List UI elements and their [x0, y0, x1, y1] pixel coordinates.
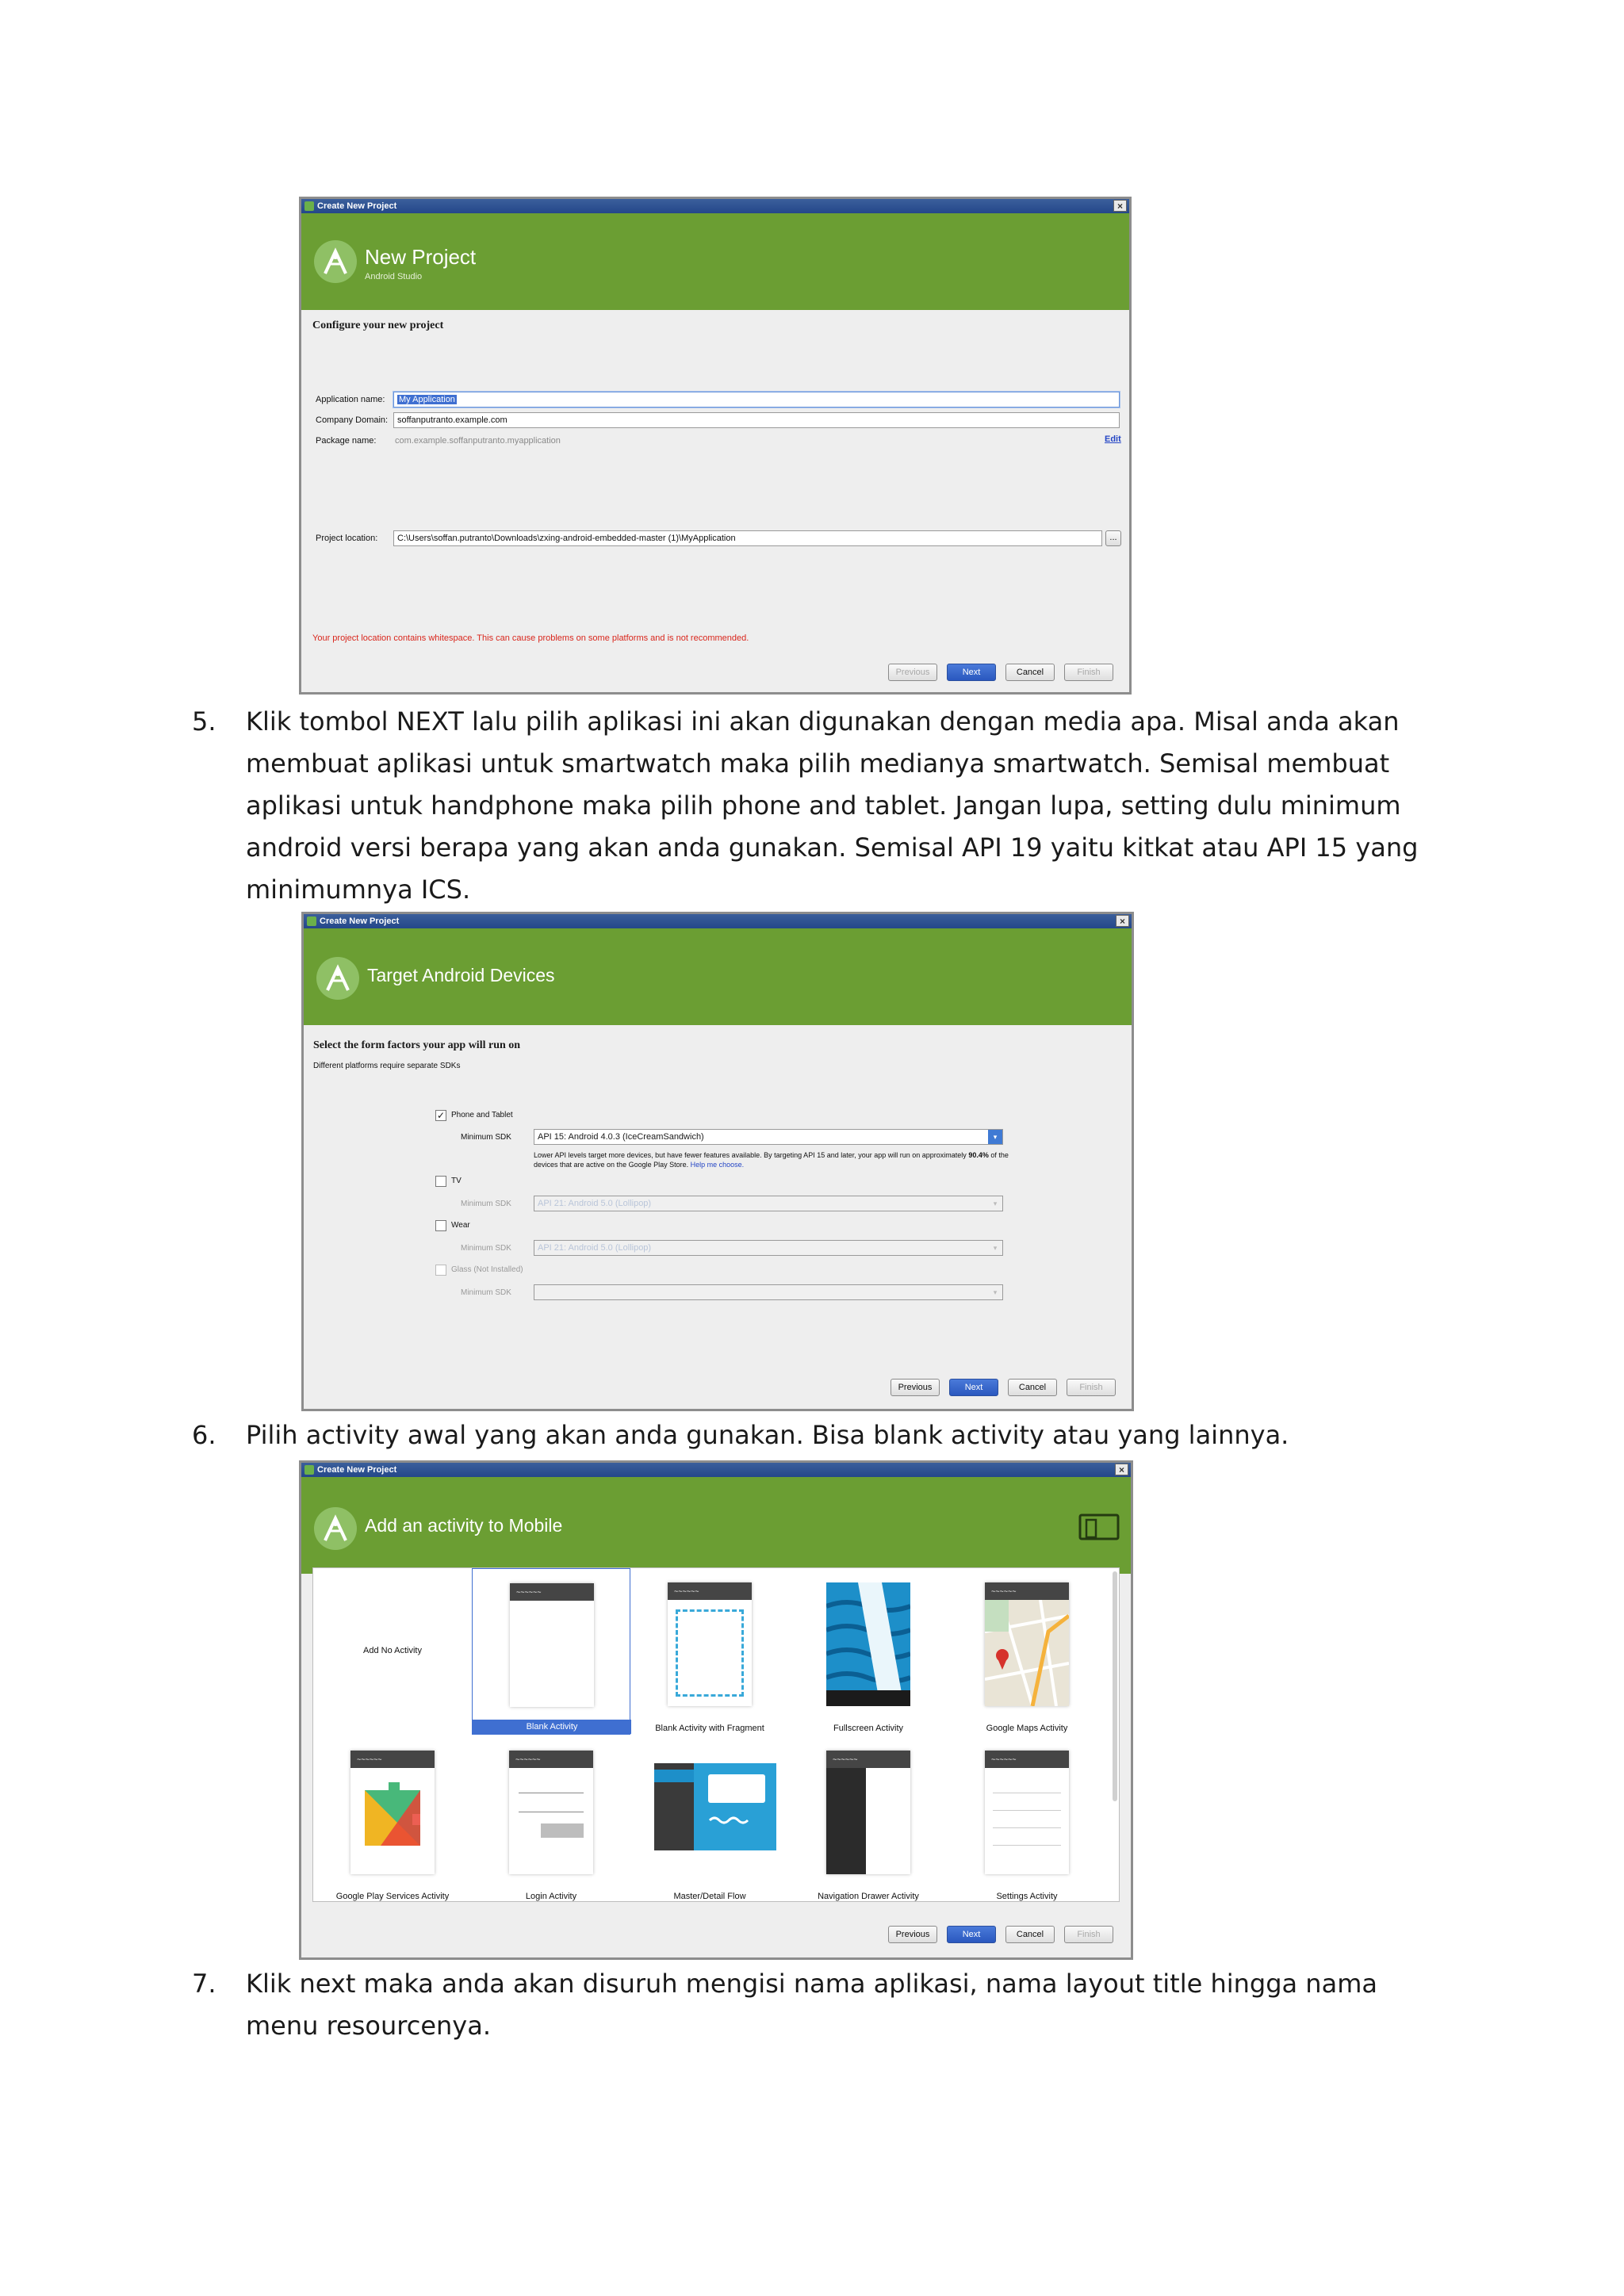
- step-text: Klik next maka anda akan disuruh mengisi nama aplikasi, nama layout title hingga nama menu resourcenya.: [246, 1969, 1377, 2041]
- glass-min-sdk-label: Minimum SDK: [461, 1288, 511, 1297]
- banner-subtitle: Android Studio: [365, 272, 423, 281]
- android-studio-icon: [304, 201, 314, 211]
- phone-tablet-icon: [1078, 1513, 1120, 1540]
- step-6: [192, 1414, 1451, 1456]
- phone-min-sdk-value: API 15: Android 4.0.3 (IceCreamSandwich): [538, 1132, 704, 1142]
- finish-button[interactable]: Finish: [1064, 664, 1113, 681]
- gallery-scrollbar[interactable]: [1113, 1571, 1117, 1801]
- add-activity-window: [299, 1460, 1133, 1960]
- activity-tile-blank[interactable]: [472, 1568, 630, 1735]
- wear-min-sdk-select[interactable]: [534, 1240, 1003, 1256]
- close-icon[interactable]: ×: [1116, 915, 1129, 927]
- step-number: 7.: [192, 1969, 216, 1999]
- api-level-description: [534, 1150, 1009, 1169]
- next-button[interactable]: Next: [947, 1926, 996, 1943]
- cancel-button[interactable]: Cancel: [1008, 1379, 1057, 1396]
- master-detail-preview: [654, 1763, 776, 1850]
- phone-tablet-label: Phone and Tablet: [451, 1111, 513, 1119]
- phone-min-sdk-select[interactable]: [534, 1129, 1003, 1145]
- step-text: Klik tombol NEXT lalu pilih aplikasi ini akan digunakan dengan media apa. Misal anda akan membuat aplikasi untuk smartwatch maka pilih medianya smartwatch. Semisal membuat aplikasi untuk handphone maka pilih phone and tablet. Jangan lupa, setting dulu minimum android versi berapa yang akan anda gunakan. Semisal API 19 yaitu kitkat atau API 15 yang minimumnya ICS.: [246, 706, 1419, 905]
- cancel-button[interactable]: Cancel: [1005, 664, 1055, 681]
- preview-action-bar: ~~~~~~: [985, 1751, 1069, 1768]
- activity-caption: Add No Activity: [363, 1646, 422, 1655]
- glass-checkbox: [435, 1265, 446, 1276]
- activity-caption: Google Play Services Activity: [335, 1892, 450, 1901]
- activity-tile-no-activity[interactable]: [313, 1568, 472, 1735]
- android-studio-icon: [307, 916, 316, 926]
- settings-row: [993, 1782, 1061, 1793]
- activity-tile-settings[interactable]: [948, 1736, 1106, 1903]
- banner-title: New Project: [365, 245, 477, 269]
- settings-row: [993, 1835, 1061, 1846]
- previous-button[interactable]: Previous: [891, 1379, 940, 1396]
- activity-tile-login[interactable]: [472, 1736, 630, 1903]
- browse-location-button[interactable]: ...: [1105, 530, 1121, 546]
- nav-drawer-preview: [826, 1751, 910, 1874]
- previous-button[interactable]: Previous: [888, 664, 937, 681]
- finish-button[interactable]: Finish: [1067, 1379, 1116, 1396]
- project-location-field[interactable]: C:\Users\soffan.putranto\Downloads\zxing-android-embedded-master (1)\MyApplication: [393, 530, 1102, 546]
- tv-min-sdk-label: Minimum SDK: [461, 1200, 511, 1208]
- target-devices-window: [301, 912, 1134, 1411]
- activity-tile-fullscreen[interactable]: [789, 1568, 948, 1735]
- window-titlebar: [301, 1463, 1131, 1477]
- fragment-outline: [676, 1609, 744, 1697]
- activity-tile-play-services[interactable]: [313, 1736, 472, 1903]
- activity-caption: Settings Activity: [996, 1892, 1058, 1901]
- preview-action-bar: ~~~~~~: [350, 1751, 435, 1768]
- activity-tile-master-detail[interactable]: [630, 1736, 789, 1903]
- page-heading: Configure your new project: [312, 320, 444, 331]
- page-heading: Select the form factors your app will run on: [313, 1039, 521, 1051]
- preview-action-bar: ~~~~~~: [826, 1751, 910, 1768]
- wear-min-sdk-label: Minimum SDK: [461, 1244, 511, 1253]
- close-icon[interactable]: ×: [1113, 200, 1127, 212]
- banner-title: Add an activity to Mobile: [365, 1515, 563, 1536]
- activity-caption: Login Activity: [525, 1892, 577, 1901]
- window-titlebar: [304, 914, 1132, 928]
- step-7: [192, 1963, 1451, 2047]
- edit-package-link[interactable]: Edit: [1105, 434, 1121, 444]
- tv-label: TV: [451, 1177, 462, 1185]
- activity-tile-maps[interactable]: [948, 1568, 1106, 1735]
- activity-caption: Blank Activity: [473, 1720, 631, 1734]
- login-button-preview: [541, 1823, 584, 1838]
- window-titlebar: [301, 199, 1129, 213]
- tv-min-sdk-select[interactable]: [534, 1196, 1003, 1211]
- settings-row: [993, 1817, 1061, 1828]
- wizard-banner: [301, 1477, 1131, 1574]
- activity-caption: Navigation Drawer Activity: [818, 1892, 919, 1901]
- chevron-down-icon: ▾: [988, 1285, 1002, 1299]
- company-domain-field[interactable]: soffanputranto.example.com: [393, 412, 1120, 428]
- description-text-end: of the devices that are active on the Google Play Store.: [534, 1151, 1009, 1169]
- glass-min-sdk-select: [534, 1284, 1003, 1300]
- next-button[interactable]: Next: [947, 664, 996, 681]
- login-field-2: [519, 1801, 584, 1812]
- preview-action-bar: ~~~~~~: [510, 1583, 594, 1601]
- page-subheading: Different platforms require separate SDKs: [313, 1062, 461, 1070]
- tv-checkbox[interactable]: [435, 1176, 446, 1187]
- company-domain-label: Company Domain:: [316, 415, 389, 425]
- package-name-value: com.example.soffanputranto.myapplication: [395, 436, 561, 446]
- previous-button[interactable]: Previous: [888, 1926, 937, 1943]
- login-field-1: [519, 1782, 584, 1793]
- preview-action-bar: ~~~~~~: [509, 1751, 593, 1768]
- fullscreen-preview: [826, 1582, 910, 1706]
- login-preview: [509, 1751, 593, 1874]
- activity-tile-blank-fragment[interactable]: [630, 1568, 789, 1735]
- whitespace-warning: Your project location contains whitespace. This can cause problems on some platforms and is not recommended.: [312, 633, 749, 643]
- activity-caption: Google Maps Activity: [986, 1724, 1068, 1733]
- window-title: Create New Project: [317, 201, 397, 211]
- wizard-banner: [304, 928, 1132, 1025]
- blank-fragment-preview: [668, 1582, 752, 1706]
- application-name-field[interactable]: [393, 392, 1120, 408]
- android-studio-icon: [304, 1465, 314, 1475]
- package-name-label: Package name:: [316, 436, 377, 446]
- chevron-down-icon: ▾: [988, 1241, 1002, 1255]
- glass-label: Glass (Not Installed): [451, 1265, 523, 1274]
- help-me-choose-link[interactable]: Help me choose.: [690, 1161, 745, 1169]
- phone-min-sdk-label: Minimum SDK: [461, 1133, 511, 1142]
- settings-preview: [985, 1751, 1069, 1874]
- step-5: [192, 701, 1451, 911]
- map-pin-icon: [985, 1600, 1069, 1706]
- step-number: 6.: [192, 1420, 216, 1450]
- application-name-value: My Application: [399, 395, 455, 404]
- activity-caption: Master/Detail Flow: [673, 1892, 746, 1901]
- maps-preview: [985, 1582, 1069, 1706]
- chevron-down-icon: ▾: [988, 1130, 1002, 1144]
- new-project-window: [299, 197, 1132, 695]
- preview-action-bar: ~~~~~~: [668, 1582, 752, 1600]
- wear-checkbox[interactable]: [435, 1220, 446, 1231]
- puzzle-piece-icon: [365, 1782, 420, 1846]
- description-text: Lower API levels target more devices, but have fewer features available. By targeting API 15 and later, your app will run on approximately: [534, 1151, 969, 1159]
- coverage-percent: 90.4%: [968, 1151, 989, 1159]
- finish-button[interactable]: Finish: [1064, 1926, 1113, 1943]
- step-text: Pilih activity awal yang akan anda gunakan. Bisa blank activity atau yang lainnya.: [246, 1420, 1289, 1450]
- tv-min-sdk-value: API 21: Android 5.0 (Lollipop): [538, 1199, 652, 1208]
- step-number: 5.: [192, 706, 216, 737]
- activity-gallery[interactable]: [312, 1567, 1120, 1902]
- drawer-panel: [826, 1768, 866, 1874]
- cancel-button[interactable]: Cancel: [1005, 1926, 1055, 1943]
- application-name-label: Application name:: [316, 395, 385, 404]
- activity-tile-nav-drawer[interactable]: [789, 1736, 948, 1903]
- phone-tablet-checkbox[interactable]: ✓: [436, 1110, 446, 1121]
- preview-action-bar: ~~~~~~: [985, 1582, 1069, 1600]
- wizard-banner: [301, 213, 1129, 310]
- chevron-down-icon: ▾: [988, 1196, 1002, 1211]
- close-icon[interactable]: ×: [1115, 1464, 1128, 1475]
- android-studio-logo-icon: [314, 1507, 357, 1550]
- window-title: Create New Project: [317, 1465, 397, 1475]
- play-services-preview: [350, 1751, 435, 1874]
- android-studio-logo-icon: [314, 240, 357, 283]
- window-title: Create New Project: [320, 916, 400, 926]
- project-location-label: Project location:: [316, 534, 378, 543]
- activity-caption: Blank Activity with Fragment: [655, 1724, 764, 1733]
- activity-caption: Fullscreen Activity: [833, 1724, 904, 1733]
- banner-title: Target Android Devices: [367, 965, 555, 985]
- wear-min-sdk-value: API 21: Android 5.0 (Lollipop): [538, 1243, 652, 1253]
- next-button[interactable]: Next: [949, 1379, 998, 1396]
- wear-label: Wear: [451, 1221, 470, 1230]
- settings-row: [993, 1800, 1061, 1811]
- blank-activity-preview: [510, 1583, 594, 1707]
- android-studio-logo-icon: [316, 957, 359, 1000]
